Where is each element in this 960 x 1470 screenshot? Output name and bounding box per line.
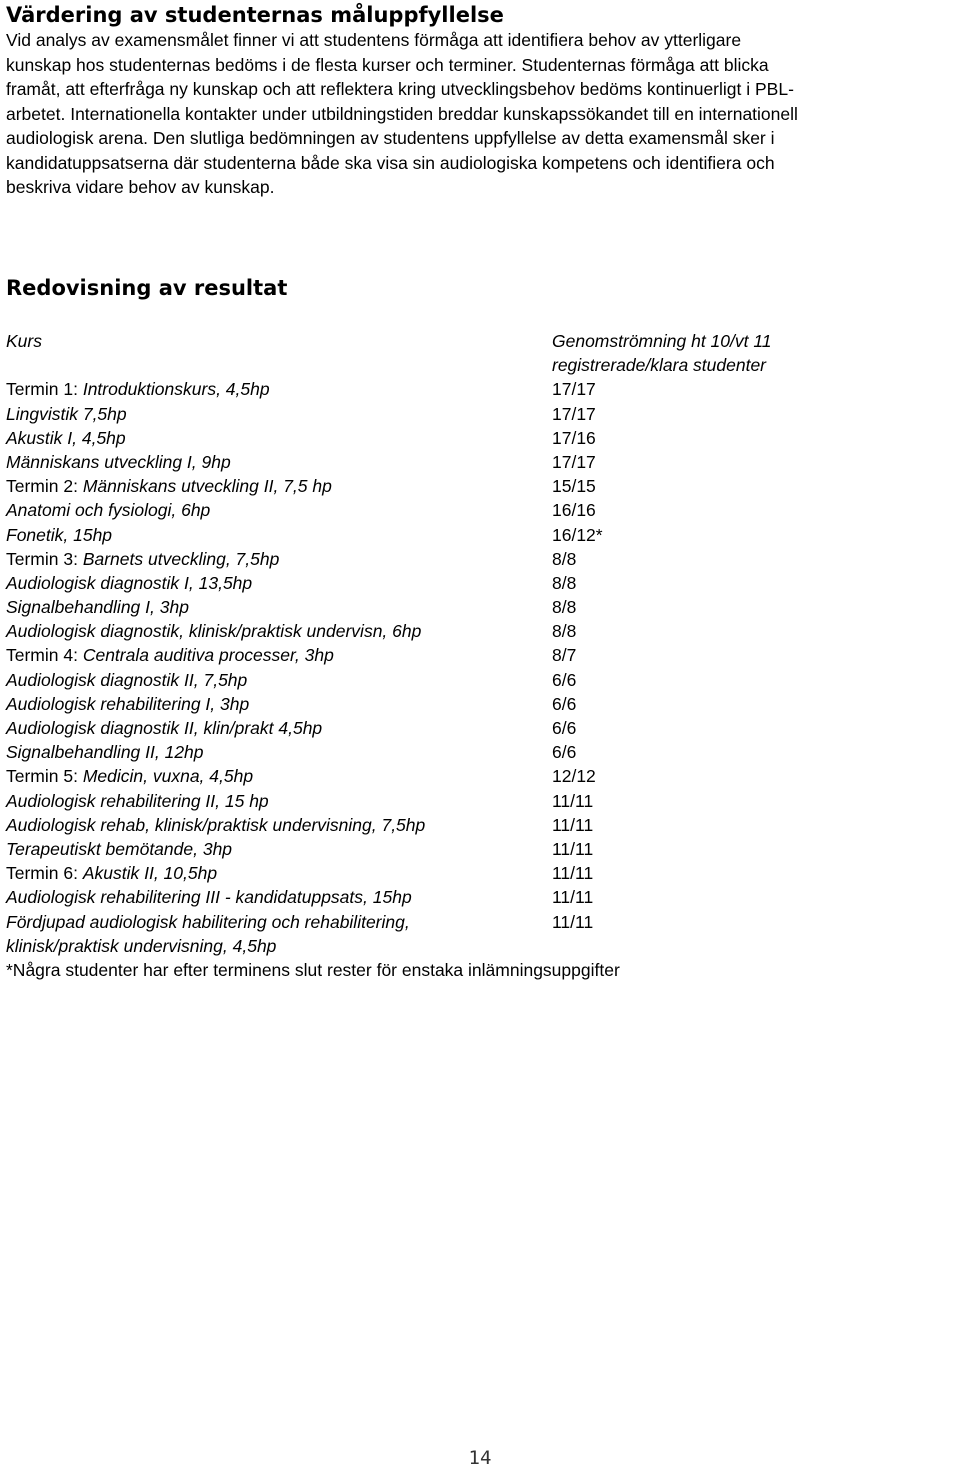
course-name: Audiologisk rehabilitering II, 15 hp bbox=[6, 790, 269, 811]
result-cell: 12/12 bbox=[552, 766, 596, 787]
paragraph-line: kunskap hos studenternas bedöms i de flesta kurser och terminer. Studenternas förmåga att blicka bbox=[6, 54, 769, 75]
course-name: Introduktionskurs, 4,5hp bbox=[82, 379, 270, 400]
result-cell: 8/8 bbox=[552, 572, 577, 593]
course-cell bbox=[6, 764, 546, 788]
course-name: Signalbehandling II, 12hp bbox=[6, 742, 204, 763]
course-cell bbox=[6, 377, 546, 401]
result-cell: 17/17 bbox=[552, 379, 596, 400]
result-cell: 8/8 bbox=[552, 621, 577, 642]
course-cell bbox=[6, 547, 546, 571]
course-name: Audiologisk rehabilitering I, 3hp bbox=[6, 693, 250, 714]
paragraph-line: arbetet. Internationella kontakter under utbildningstiden breddar kunskapssökandet till en internationell bbox=[6, 103, 798, 124]
table-row bbox=[6, 402, 954, 426]
table-row bbox=[6, 885, 954, 909]
course-name: Audiologisk diagnostik, klinisk/praktisk undervisn, 6hp bbox=[6, 621, 422, 642]
course-cell bbox=[6, 837, 546, 861]
course-cell bbox=[6, 450, 546, 474]
term-prefix: Termin 4: bbox=[6, 645, 83, 666]
course-cell bbox=[6, 910, 546, 958]
header-result-line1: Genomströmning ht 10/vt 11 bbox=[552, 331, 772, 351]
result-cell: 11/11 bbox=[552, 887, 594, 908]
result-cell: 6/6 bbox=[552, 742, 577, 763]
body-paragraph bbox=[6, 28, 954, 200]
table-row bbox=[6, 523, 954, 547]
course-line2: klinisk/praktisk undervisning, 4,5hp bbox=[6, 935, 277, 956]
course-cell bbox=[6, 789, 546, 813]
result-cell: 17/17 bbox=[552, 403, 596, 424]
course-name: Barnets utveckling, 7,5hp bbox=[82, 548, 280, 569]
course-cell bbox=[6, 619, 546, 643]
result-cell: 15/15 bbox=[552, 476, 596, 497]
result-cell: 8/8 bbox=[552, 597, 577, 618]
document-page bbox=[6, 0, 954, 980]
course-name: Audiologisk rehabilitering III - kandidatuppsats, 15hp bbox=[6, 887, 412, 908]
course-cell bbox=[6, 716, 546, 740]
header-course: Kurs bbox=[6, 331, 42, 351]
course-line1: Fördjupad audiologisk habilitering och rehabilitering, bbox=[6, 911, 410, 932]
course-cell bbox=[6, 426, 546, 450]
table-row bbox=[6, 571, 954, 595]
result-cell: 8/7 bbox=[552, 645, 577, 666]
table-row bbox=[6, 910, 954, 958]
paragraph-line: Vid analys av examensmålet finner vi att studentens förmåga att identifiera behov av ytterligare bbox=[6, 30, 742, 50]
result-cell: 6/6 bbox=[552, 693, 577, 714]
table-row bbox=[6, 789, 954, 813]
course-cell bbox=[6, 571, 546, 595]
page-heading: Värdering av studenternas måluppfyllelse bbox=[6, 3, 504, 27]
course-name: Centrala auditiva processer, 3hp bbox=[82, 645, 334, 666]
result-cell: 6/6 bbox=[552, 718, 577, 739]
course-name: Signalbehandling I, 3hp bbox=[6, 597, 189, 618]
table-row bbox=[6, 692, 954, 716]
result-cell: 11/11 bbox=[552, 863, 594, 884]
course-cell bbox=[6, 813, 546, 837]
table-row bbox=[6, 377, 954, 401]
result-cell: 8/8 bbox=[552, 548, 577, 569]
result-cell: 11/11 bbox=[552, 814, 594, 835]
table-row bbox=[6, 764, 954, 788]
page-number: 14 bbox=[468, 1447, 492, 1469]
result-cell: 17/17 bbox=[552, 451, 596, 472]
course-name: Medicin, vuxna, 4,5hp bbox=[82, 766, 254, 787]
course-cell bbox=[6, 740, 546, 764]
course-name: Audiologisk diagnostik II, 7,5hp bbox=[6, 669, 248, 690]
course-cell bbox=[6, 668, 546, 692]
table-row bbox=[6, 595, 954, 619]
result-cell: 11/11 bbox=[552, 838, 594, 859]
result-cell: 6/6 bbox=[552, 669, 577, 690]
table-row bbox=[6, 668, 954, 692]
course-name: Terapeutiskt bemötande, 3hp bbox=[6, 838, 233, 859]
paragraph-line: kandidatuppsatserna där studenterna både ska visa sin audiologiska kompetens och identifiera och bbox=[6, 152, 775, 173]
course-name: Audiologisk rehab, klinisk/praktisk undervisning, 7,5hp bbox=[6, 814, 426, 835]
course-cell bbox=[6, 523, 546, 547]
course-cell bbox=[6, 474, 546, 498]
course-name: Lingvistik 7,5hp bbox=[6, 403, 127, 424]
paragraph-line: audiologisk arena. Den slutliga bedömningen av studentens uppfyllelse av detta examensmål sker i bbox=[6, 128, 775, 148]
table-row bbox=[6, 861, 954, 885]
table-row bbox=[6, 619, 954, 643]
paragraph-line: framåt, att efterfråga ny kunskap och att reflektera kring utvecklingsbehov bedöms kontinuerligt i PBL- bbox=[6, 79, 794, 99]
section-heading: Redovisning av resultat bbox=[6, 276, 288, 300]
header-result-line2: registrerade/klara studenter bbox=[552, 355, 766, 376]
course-name: Fonetik, 15hp bbox=[6, 524, 113, 545]
term-prefix: Termin 5: bbox=[6, 766, 83, 787]
table-row bbox=[6, 643, 954, 667]
result-cell: 11/11 bbox=[552, 790, 594, 811]
term-prefix: Termin 3: bbox=[6, 548, 83, 569]
course-name: Människans utveckling I, 9hp bbox=[6, 451, 231, 472]
course-name: Anatomi och fysiologi, 6hp bbox=[6, 500, 211, 521]
table-header-row bbox=[6, 329, 954, 377]
term-prefix: Termin 6: bbox=[6, 863, 83, 884]
table-row bbox=[6, 474, 954, 498]
table-row bbox=[6, 547, 954, 571]
results-table bbox=[6, 329, 954, 958]
paragraph-line: beskriva vidare behov av kunskap. bbox=[6, 177, 275, 197]
course-cell bbox=[6, 498, 546, 522]
course-cell bbox=[6, 402, 546, 426]
course-cell bbox=[6, 643, 546, 667]
course-cell bbox=[6, 595, 546, 619]
course-cell bbox=[6, 885, 546, 909]
header-result bbox=[552, 329, 772, 377]
result-cell: 16/16 bbox=[552, 500, 596, 521]
course-cell bbox=[6, 861, 546, 885]
table-row bbox=[6, 740, 954, 764]
table-row bbox=[6, 426, 954, 450]
term-prefix: Termin 1: bbox=[6, 379, 83, 400]
term-prefix: Termin 2: bbox=[6, 476, 83, 497]
result-cell: 11/11 bbox=[552, 911, 594, 932]
course-name: Akustik I, 4,5hp bbox=[6, 427, 126, 448]
course-name: Audiologisk diagnostik II, klin/prakt 4,5hp bbox=[6, 718, 323, 739]
table-row bbox=[6, 813, 954, 837]
course-name: Akustik II, 10,5hp bbox=[82, 863, 218, 884]
table-row bbox=[6, 837, 954, 861]
result-cell: 17/16 bbox=[552, 427, 596, 448]
table-body bbox=[6, 377, 954, 909]
footnote: *Några studenter har efter terminens slut rester för enstaka inlämningsuppgifter bbox=[6, 960, 620, 980]
course-name: Audiologisk diagnostik I, 13,5hp bbox=[6, 572, 253, 593]
table-row bbox=[6, 498, 954, 522]
course-name: Människans utveckling II, 7,5 hp bbox=[82, 476, 332, 497]
table-row bbox=[6, 716, 954, 740]
course-cell bbox=[6, 692, 546, 716]
table-row bbox=[6, 450, 954, 474]
result-cell: 16/12* bbox=[552, 524, 603, 545]
